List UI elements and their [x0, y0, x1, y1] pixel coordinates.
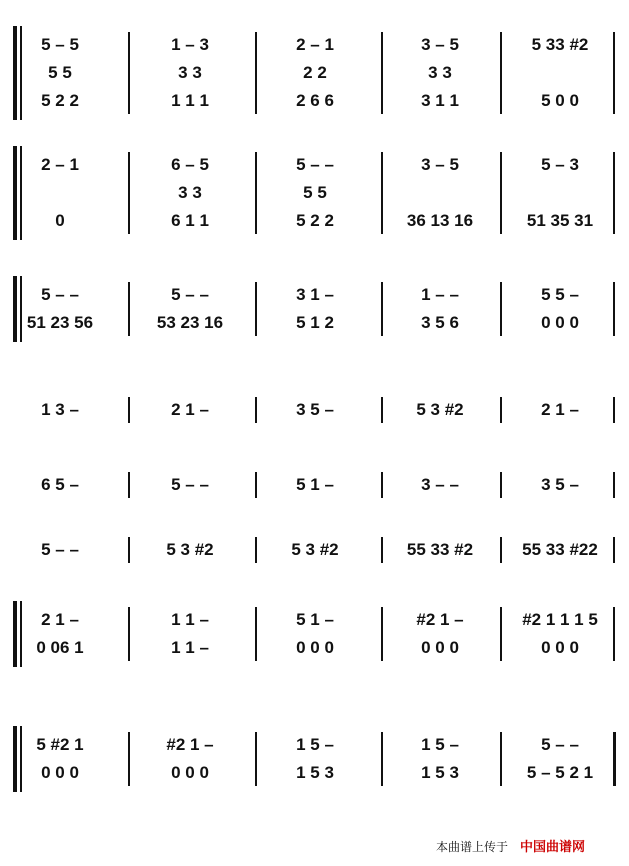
barline [613, 472, 615, 498]
measure-text: 1 – 3 [171, 35, 209, 54]
measure-text: 3 5 – [541, 475, 579, 494]
upload-credit: 本曲谱上传于 [436, 840, 509, 854]
system-brace-thin [20, 726, 22, 792]
barline [500, 537, 502, 563]
barline [128, 282, 130, 336]
measure-text: 3 1 – [296, 285, 334, 304]
measure-text: 51 23 56 [26, 313, 94, 332]
measure-text: 5 3 #2 [166, 540, 214, 559]
measure-text: 3 – 5 [421, 35, 459, 54]
measure-text: 5 3 #2 [416, 400, 464, 419]
measure-text: 2 6 6 [296, 91, 334, 110]
barline [128, 732, 130, 786]
measure-text: #2 1 1 1 5 [522, 610, 598, 629]
measure-text: 5 1 – [296, 475, 334, 494]
measure-text: 1 1 – [171, 610, 209, 629]
measure-text: 0 [55, 211, 65, 230]
barline [500, 472, 502, 498]
measure-text: 1 1 – [171, 638, 209, 657]
measure-text: #2 1 – [416, 610, 464, 629]
measure-text: 5 1 2 [296, 313, 334, 332]
measure-text: 3 3 [428, 63, 452, 82]
system-brace-thin [20, 601, 22, 667]
measure-text: 5 – 5 2 1 [526, 763, 594, 782]
measure-text: 1 3 – [41, 400, 79, 419]
measure-text: 1 5 – [421, 735, 459, 754]
barline [128, 472, 130, 498]
measure-text: 1 1 1 [171, 91, 209, 110]
barline [128, 152, 130, 234]
measure-text: 0 0 0 [41, 763, 79, 782]
measure-text: 3 3 [178, 183, 202, 202]
barline [613, 732, 616, 786]
measure-text: 5 – – [41, 285, 79, 304]
measure-text: 55 33 #2 [406, 540, 474, 559]
measure-text: 1 5 – [296, 735, 334, 754]
barline [381, 607, 383, 661]
measure-text: 0 0 0 [421, 638, 459, 657]
measure-text: 6 – 5 [171, 155, 209, 174]
barline [128, 607, 130, 661]
measure-text: 1 – – [421, 285, 459, 304]
system-brace-thin [20, 26, 22, 120]
measure-text: 3 5 6 [421, 313, 459, 332]
barline [613, 282, 615, 336]
measure-text: 55 33 #22 [522, 540, 598, 559]
measure-text: 51 35 31 [526, 211, 594, 230]
barline [613, 397, 615, 423]
measure-text: 5 – – [41, 540, 79, 559]
measure-text: 6 5 – [41, 475, 79, 494]
measure-text: 2 1 – [541, 400, 579, 419]
measure-text: 0 0 0 [541, 638, 579, 657]
measure-text: 2 2 [303, 63, 327, 82]
measure-text: 2 1 – [171, 400, 209, 419]
system-brace [13, 26, 17, 120]
measure-text: 1 5 3 [421, 763, 459, 782]
barline [381, 472, 383, 498]
barline [500, 397, 502, 423]
measure-text: 3 – 5 [421, 155, 459, 174]
barline [500, 32, 502, 114]
barline [500, 282, 502, 336]
barline [381, 152, 383, 234]
measure-text: 5 – 3 [541, 155, 579, 174]
barline [128, 32, 130, 114]
measure-text: 5 5 [48, 63, 72, 82]
measure-text: 2 – 1 [296, 35, 334, 54]
measure-text: 6 1 1 [171, 211, 209, 230]
measure-text: 3 – – [421, 475, 459, 494]
system-brace [13, 146, 17, 240]
measure-text: 5 2 2 [41, 91, 79, 110]
barline [255, 537, 257, 563]
measure-text: 0 0 0 [296, 638, 334, 657]
system-brace-thin [20, 146, 22, 240]
measure-text: 5 2 2 [296, 211, 334, 230]
measure-text: 5 1 – [296, 610, 334, 629]
measure-text: 36 13 16 [406, 211, 474, 230]
barline [613, 607, 615, 661]
barline [255, 152, 257, 234]
system-brace [13, 601, 17, 667]
measure-text: 1 5 3 [296, 763, 334, 782]
barline [255, 282, 257, 336]
measure-text: 3 3 [178, 63, 202, 82]
barline [255, 732, 257, 786]
measure-text: 2 1 – [41, 610, 79, 629]
measure-text: 5 3 #2 [291, 540, 339, 559]
barline [613, 32, 615, 114]
measure-text: 5 #2 1 [36, 735, 84, 754]
system-brace-thin [20, 276, 22, 342]
measure-text: 5 0 0 [541, 91, 579, 110]
measure-text: 3 1 1 [421, 91, 459, 110]
measure-text: 0 06 1 [36, 638, 84, 657]
measure-text: 0 0 0 [171, 763, 209, 782]
barline [255, 32, 257, 114]
measure-text: 3 5 – [296, 400, 334, 419]
site-logo: 中国曲谱网 [520, 839, 586, 854]
barline [500, 732, 502, 786]
barline [381, 537, 383, 563]
barline [381, 732, 383, 786]
barline [381, 282, 383, 336]
measure-text: 5 – 5 [41, 35, 79, 54]
measure-text: 5 5 – [541, 285, 579, 304]
barline [255, 607, 257, 661]
barline [255, 472, 257, 498]
barline [613, 152, 615, 234]
measure-text: 5 5 [303, 183, 327, 202]
measure-text: #2 1 – [166, 735, 214, 754]
barline [381, 32, 383, 114]
barline [613, 537, 615, 563]
barline [128, 537, 130, 563]
barline [255, 397, 257, 423]
system-brace [13, 726, 17, 792]
measure-text: 5 – – [171, 475, 209, 494]
barline [500, 607, 502, 661]
system-brace [13, 276, 17, 342]
measure-text: 0 0 0 [541, 313, 579, 332]
measure-text: 53 23 16 [156, 313, 224, 332]
barline [128, 397, 130, 423]
measure-text: 2 – 1 [41, 155, 79, 174]
measure-text: 5 – – [541, 735, 579, 754]
measure-text: 5 – – [296, 155, 334, 174]
measure-text: 5 33 #2 [531, 35, 589, 54]
measure-text: 5 – – [171, 285, 209, 304]
barline [500, 152, 502, 234]
barline [381, 397, 383, 423]
